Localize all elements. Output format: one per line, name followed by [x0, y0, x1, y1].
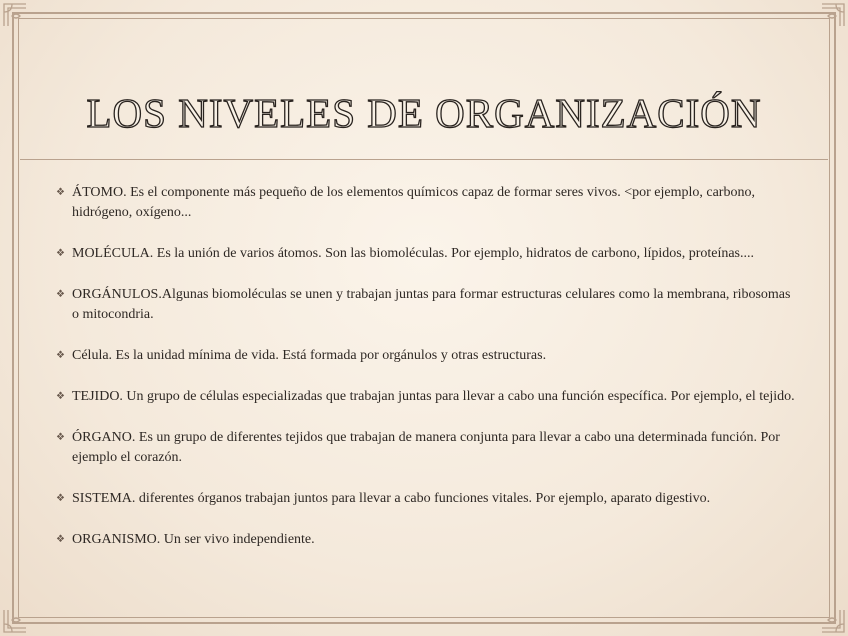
list-item	[56, 428, 796, 468]
fleuron-bullet-icon: ❖	[56, 432, 65, 443]
slide-title: LOS NIVELES DE ORGANIZACIÓN	[86, 90, 762, 137]
list-item	[56, 183, 796, 223]
list-item-text: ORGANISMO. Un ser vivo independiente.	[72, 532, 315, 547]
fleuron-bullet-icon: ❖	[56, 187, 65, 198]
list-item	[56, 530, 796, 550]
list-item-text: SISTEMA. diferentes órganos trabajan juntos para llevar a cabo funciones vitales. Por ejemplo, aparato digestivo.	[72, 491, 711, 506]
bullet-list	[56, 183, 796, 571]
list-item	[56, 285, 796, 325]
ornamental-corner-icon	[820, 2, 846, 28]
fleuron-bullet-icon: ❖	[56, 391, 65, 402]
list-item-text: ÓRGANO. Es un grupo de diferentes tejidos que trabajan de manera conjunta para llevar a cabo una determinada función. Por ejemplo el corazón.	[72, 430, 780, 465]
fleuron-bullet-icon: ❖	[56, 493, 65, 504]
list-item	[56, 244, 796, 264]
list-item	[56, 387, 796, 407]
ornamental-corner-icon	[820, 608, 846, 634]
ornamental-corner-icon	[2, 608, 28, 634]
list-item-text: TEJIDO. Un grupo de células especializadas que trabajan juntas para llevar a cabo una función específica. Por ejemplo, el tejido.	[72, 389, 795, 404]
fleuron-bullet-icon: ❖	[56, 289, 65, 300]
list-item-text: Célula. Es la unidad mínima de vida. Está formada por orgánulos y otras estructuras.	[72, 348, 547, 363]
list-item-text: MOLÉCULA. Es la unión de varios átomos. Son las biomoléculas. Por ejemplo, hidratos de carbono, lípidos, proteínas....	[72, 246, 755, 261]
fleuron-bullet-icon: ❖	[56, 350, 65, 361]
list-item	[56, 489, 796, 509]
fleuron-bullet-icon: ❖	[56, 534, 65, 545]
list-item-text: ÁTOMO. Es el componente más pequeño de los elementos químicos capaz de formar seres vivos. <por ejemplo, carbono, hidrógeno, oxígeno...	[72, 185, 755, 220]
ornamental-corner-icon	[2, 2, 28, 28]
list-item	[56, 346, 796, 366]
title-divider	[20, 159, 828, 160]
fleuron-bullet-icon: ❖	[56, 248, 65, 259]
list-item-text: ORGÁNULOS.Algunas biomoléculas se unen y trabajan juntas para formar estructuras celulares como la membrana, ribosomas o mitocondria.	[72, 287, 791, 322]
